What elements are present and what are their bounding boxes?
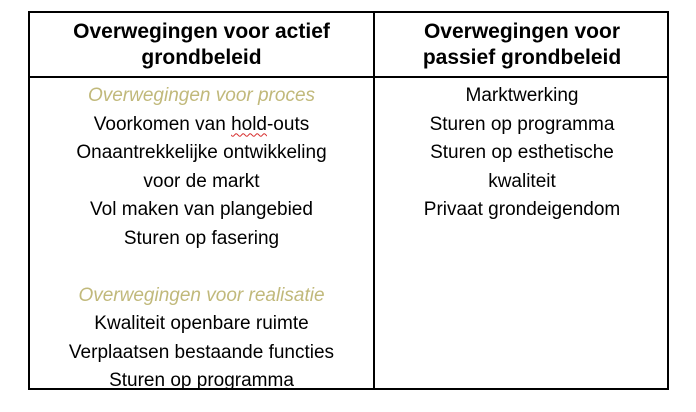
column-divider — [373, 13, 375, 388]
list-item: Sturen op programma — [429, 113, 615, 135]
list-item: Vol maken van plangebied — [90, 199, 313, 220]
list-item: voor de markt — [143, 170, 260, 192]
passive-land-policy-column — [375, 13, 669, 388]
list-item-text-before: Voorkomen van — [93, 113, 232, 135]
list-item: Kwaliteit openbare ruimte — [94, 313, 309, 334]
list-item: Sturen op fasering — [123, 227, 280, 249]
spellcheck-marked-word: hold — [231, 113, 267, 135]
header-divider — [30, 76, 667, 78]
realisation-considerations-heading: Overwegingen voor realisatie — [78, 284, 325, 306]
passive-header-line-2: passief grondbeleid — [422, 45, 622, 69]
list-item: Verplaatsen bestaande functies — [68, 341, 335, 363]
list-item: Sturen op programma — [109, 370, 294, 391]
passive-considerations-list — [375, 76, 669, 225]
list-item: Sturen op esthetische — [430, 142, 614, 163]
list-item: kwaliteit — [488, 170, 556, 192]
passive-header-line-1: Overwegingen voor — [423, 19, 621, 43]
list-item: Privaat grondeigendom — [423, 199, 621, 220]
active-land-policy-column — [30, 13, 373, 391]
passive-column-header — [375, 13, 669, 76]
blank-line — [30, 253, 373, 282]
process-considerations-heading: Overwegingen voor proces — [87, 85, 316, 106]
considerations-table — [28, 11, 669, 390]
list-item: Marktwerking — [465, 85, 579, 106]
list-item: Onaantrekkelijke ontwikkeling — [76, 142, 327, 163]
active-column-header — [30, 13, 373, 76]
list-item — [30, 111, 373, 140]
list-item-text-after: -outs — [266, 113, 310, 135]
active-header-line-2: grondbeleid — [141, 45, 262, 69]
active-header-line-1: Overwegingen voor actief — [73, 19, 330, 43]
active-considerations-list — [30, 76, 373, 396]
